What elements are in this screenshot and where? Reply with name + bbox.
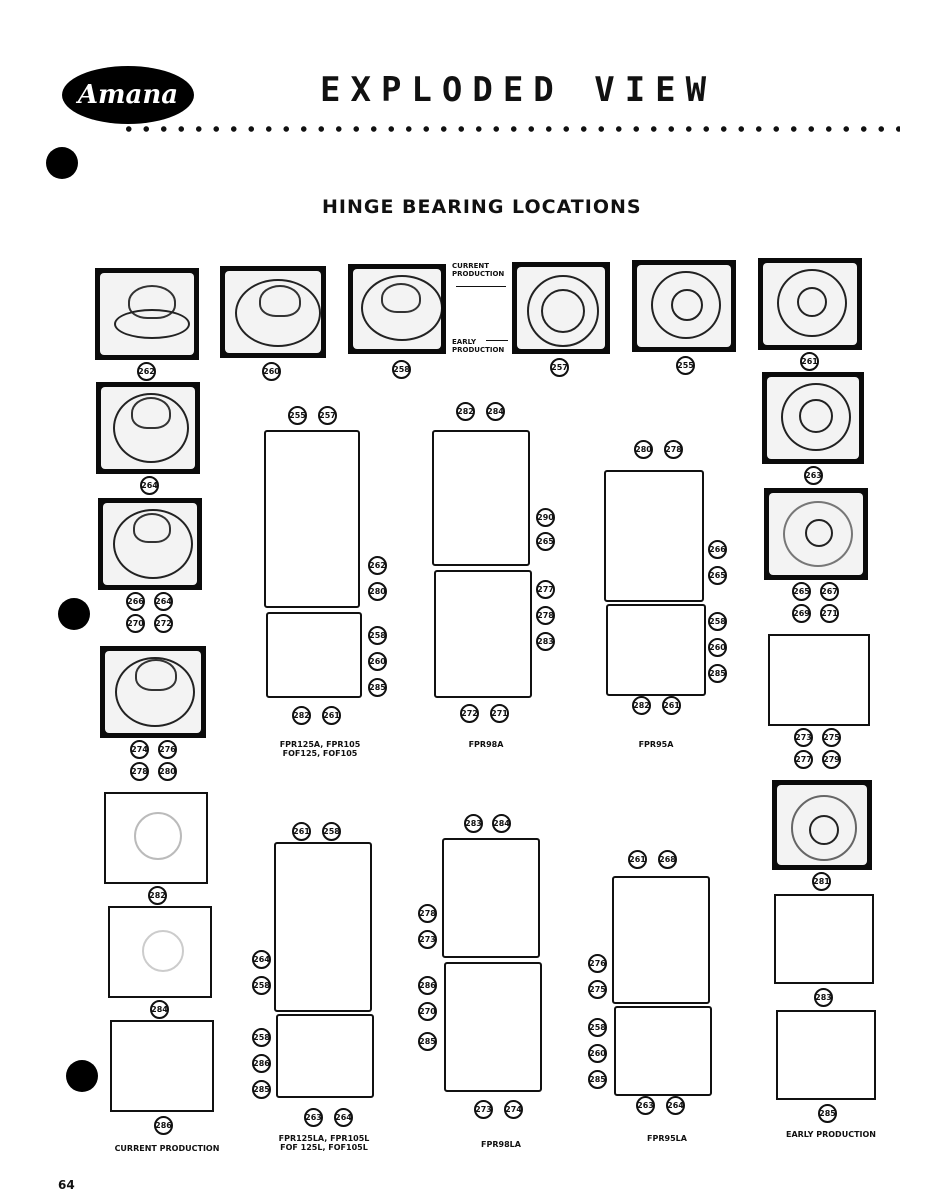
callout-number: 274	[504, 1100, 523, 1119]
callout-number: 277	[794, 750, 813, 769]
callout-number: 285	[252, 1080, 271, 1099]
photo-284	[108, 906, 212, 998]
page-number: 64	[58, 1178, 75, 1192]
callout-number: 280	[158, 762, 177, 781]
photo-265	[764, 488, 868, 580]
callout-number: 260	[368, 652, 387, 671]
fridge-6-upper-door	[612, 876, 710, 1004]
callout-number: 275	[588, 980, 607, 999]
callout-number: 261	[292, 822, 311, 841]
callout-number: 258	[708, 612, 727, 631]
callout-number: 266	[708, 540, 727, 559]
current-production-caption: CURRENT PRODUCTION	[114, 1144, 220, 1153]
callout-number: 258	[368, 626, 387, 645]
callout-number: 279	[822, 750, 841, 769]
callout-number: 282	[292, 706, 311, 725]
callout-number: 265	[536, 532, 555, 551]
callout-number: 273	[474, 1100, 493, 1119]
callout-number: 282	[148, 886, 167, 905]
callout-number: 263	[304, 1108, 323, 1127]
callout-number: 285	[818, 1104, 837, 1123]
photo-274	[100, 646, 206, 738]
callout-number: 268	[658, 850, 677, 869]
page-title: EXPLODED VIEW	[320, 70, 717, 110]
callout-number: 276	[588, 954, 607, 973]
model-label-2: FPR98A	[468, 740, 504, 749]
callout-number: 285	[708, 664, 727, 683]
callout-number: 273	[794, 728, 813, 747]
callout-number: 281	[812, 872, 831, 891]
callout-number: 290	[536, 508, 555, 527]
photo-263	[762, 372, 864, 464]
fridge-1-lower-door	[266, 612, 362, 698]
callout-number: 260	[262, 362, 281, 381]
model-label-6: FPR95LA	[647, 1134, 687, 1143]
callout-number: 282	[632, 696, 651, 715]
callout-number: 260	[588, 1044, 607, 1063]
callout-number: 261	[662, 696, 681, 715]
binder-hole-top	[46, 147, 78, 179]
callout-number: 258	[252, 976, 271, 995]
fridge-5-upper-door	[442, 838, 540, 958]
callout-number: 263	[636, 1096, 655, 1115]
callout-number: 278	[130, 762, 149, 781]
callout-number: 286	[418, 976, 437, 995]
callout-number: 262	[368, 556, 387, 575]
callout-number: 284	[486, 402, 505, 421]
callout-number: 285	[588, 1070, 607, 1089]
callout-number: 280	[368, 582, 387, 601]
callout-number: 264	[334, 1108, 353, 1127]
photo-255	[632, 260, 736, 352]
binder-hole-bottom	[66, 1060, 98, 1092]
callout-number: 260	[708, 638, 727, 657]
callout-number: 286	[154, 1116, 173, 1135]
callout-number: 261	[322, 706, 341, 725]
callout-number: 266	[126, 592, 145, 611]
callout-number: 264	[666, 1096, 685, 1115]
dotted-divider	[120, 124, 900, 134]
photo-286	[110, 1020, 214, 1112]
photo-281	[772, 780, 872, 870]
fridge-3-lower-door	[606, 604, 706, 696]
model-label-5: FPR98LA	[481, 1140, 521, 1149]
callout-number: 264	[140, 476, 159, 495]
photo-285	[776, 1010, 876, 1100]
current-production-arrow	[456, 286, 506, 287]
fridge-1-upper-door	[264, 430, 360, 608]
callout-number: 283	[536, 632, 555, 651]
model-label-4: FPR125LA, FPR105L FOF 125L, FOF105L	[278, 1134, 370, 1152]
callout-number: 272	[460, 704, 479, 723]
callout-number: 265	[792, 582, 811, 601]
fridge-4-upper-door	[274, 842, 372, 1012]
callout-number: 277	[536, 580, 555, 599]
fridge-2-upper-door	[432, 430, 530, 566]
callout-number: 265	[708, 566, 727, 585]
callout-number: 280	[634, 440, 653, 459]
photo-258	[348, 264, 446, 354]
callout-number: 257	[318, 406, 337, 425]
callout-number: 272	[154, 614, 173, 633]
callout-number: 257	[550, 358, 569, 377]
early-production-caption: EARLY PRODUCTION	[785, 1130, 876, 1139]
callout-number: 258	[322, 822, 341, 841]
photo-262	[95, 268, 199, 360]
early-production-arrow	[486, 340, 508, 341]
photo-283	[774, 894, 874, 984]
callout-number: 283	[464, 814, 483, 833]
fridge-2-lower-door	[434, 570, 532, 698]
section-title: HINGE BEARING LOCATIONS	[322, 196, 642, 218]
model-label-1: FPR125A, FPR105 FOF125, FOF105	[279, 740, 361, 758]
callout-number: 275	[822, 728, 841, 747]
photo-264	[96, 382, 200, 474]
callout-number: 270	[418, 1002, 437, 1021]
callout-number: 278	[418, 904, 437, 923]
photo-266	[98, 498, 202, 590]
callout-number: 284	[492, 814, 511, 833]
callout-number: 262	[137, 362, 156, 381]
callout-number: 258	[252, 1028, 271, 1047]
brand-text: Amana	[77, 80, 179, 110]
callout-number: 261	[800, 352, 819, 371]
fridge-5-lower-door	[444, 962, 542, 1092]
current-production-label: CURRENT PRODUCTION	[452, 262, 505, 278]
callout-number: 278	[536, 606, 555, 625]
callout-number: 255	[288, 406, 307, 425]
callout-number: 273	[418, 930, 437, 949]
callout-number: 270	[126, 614, 145, 633]
callout-number: 255	[676, 356, 695, 375]
callout-number: 267	[820, 582, 839, 601]
binder-hole-middle	[58, 598, 90, 630]
photo-257	[512, 262, 610, 354]
callout-number: 286	[252, 1054, 271, 1073]
callout-number: 258	[588, 1018, 607, 1037]
photo-261	[758, 258, 862, 350]
callout-number: 271	[490, 704, 509, 723]
callout-number: 284	[150, 1000, 169, 1019]
callout-number: 269	[792, 604, 811, 623]
photo-260	[220, 266, 326, 358]
callout-number: 263	[804, 466, 823, 485]
callout-number: 258	[392, 360, 411, 379]
photo-273	[768, 634, 870, 726]
callout-number: 276	[158, 740, 177, 759]
fridge-4-lower-door	[276, 1014, 374, 1098]
model-label-3: FPR95A	[638, 740, 674, 749]
callout-number: 261	[628, 850, 647, 869]
callout-number: 285	[368, 678, 387, 697]
early-production-label: EARLY PRODUCTION	[452, 338, 505, 354]
callout-number: 285	[418, 1032, 437, 1051]
callout-number: 271	[820, 604, 839, 623]
callout-number: 274	[130, 740, 149, 759]
photo-282	[104, 792, 208, 884]
fridge-3-upper-door	[604, 470, 704, 602]
amana-logo	[62, 66, 194, 124]
callout-number: 278	[664, 440, 683, 459]
callout-number: 264	[252, 950, 271, 969]
fridge-6-lower-door	[614, 1006, 712, 1096]
callout-number: 283	[814, 988, 833, 1007]
callout-number: 282	[456, 402, 475, 421]
callout-number: 264	[154, 592, 173, 611]
